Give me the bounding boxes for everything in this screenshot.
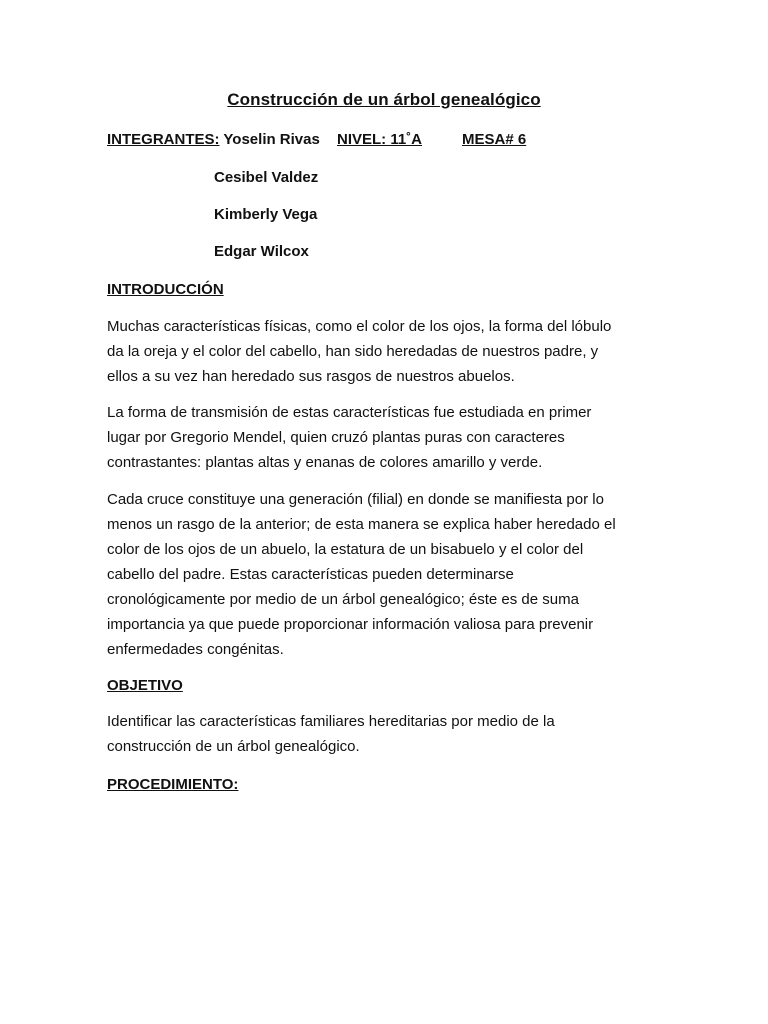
text-line: cabello del padre. Estas características pueden determinarse: [107, 566, 514, 583]
introduction-heading: INTRODUCCIÓN: [107, 281, 224, 298]
level-label: NIVEL: 11˚A: [337, 131, 423, 148]
team-header-row: [107, 131, 527, 148]
members-label: INTEGRANTES:: [107, 131, 220, 148]
member-name: Kimberly Vega: [214, 206, 318, 223]
text-line: La forma de transmisión de estas características fue estudiada en primer: [107, 404, 592, 421]
text-line: Muchas características físicas, como el color de los ojos, la forma del lóbulo: [107, 318, 612, 335]
text-line: enfermedades congénitas.: [107, 641, 284, 658]
text-line: cronológicamente por medio de un árbol genealógico; éste es de suma: [107, 591, 579, 608]
objective-paragraph: [107, 709, 667, 759]
text-line: color de los ojos de un abuelo, la estatura de un bisabuelo y el color del: [107, 541, 584, 558]
objective-heading: OBJETIVO: [107, 677, 183, 694]
text-line: ellos a su vez han heredado sus rasgos de nuestros abuelos.: [107, 368, 515, 385]
introduction-paragraph-1: [107, 314, 667, 389]
text-line: lugar por Gregorio Mendel, quien cruzó plantas puras con caracteres: [107, 429, 565, 446]
text-line: construcción de un árbol genealógico.: [107, 738, 360, 755]
table-label: MESA# 6: [462, 131, 527, 148]
text-line: da la oreja y el color del cabello, han sido heredadas de nuestros padre, y: [107, 343, 599, 360]
text-line: Identificar las características familiares hereditarias por medio de la: [107, 713, 555, 730]
member-name: Yoselin Rivas: [223, 131, 320, 148]
procedure-heading: PROCEDIMIENTO:: [107, 776, 239, 793]
introduction-paragraph-2: [107, 400, 667, 475]
member-name: Edgar Wilcox: [214, 243, 309, 260]
text-line: importancia ya que puede proporcionar información valiosa para prevenir: [107, 616, 594, 633]
text-line: Cada cruce constituye una generación (filial) en donde se manifiesta por lo: [107, 491, 604, 508]
text-line: contrastantes: plantas altas y enanas de colores amarillo y verde.: [107, 454, 543, 471]
text-line: menos un rasgo de la anterior; de esta manera se explica haber heredado el: [107, 516, 616, 533]
member-name: Cesibel Valdez: [214, 169, 319, 186]
document-title: Construcción de un árbol genealógico: [227, 90, 541, 109]
introduction-paragraph-3: [107, 487, 667, 662]
